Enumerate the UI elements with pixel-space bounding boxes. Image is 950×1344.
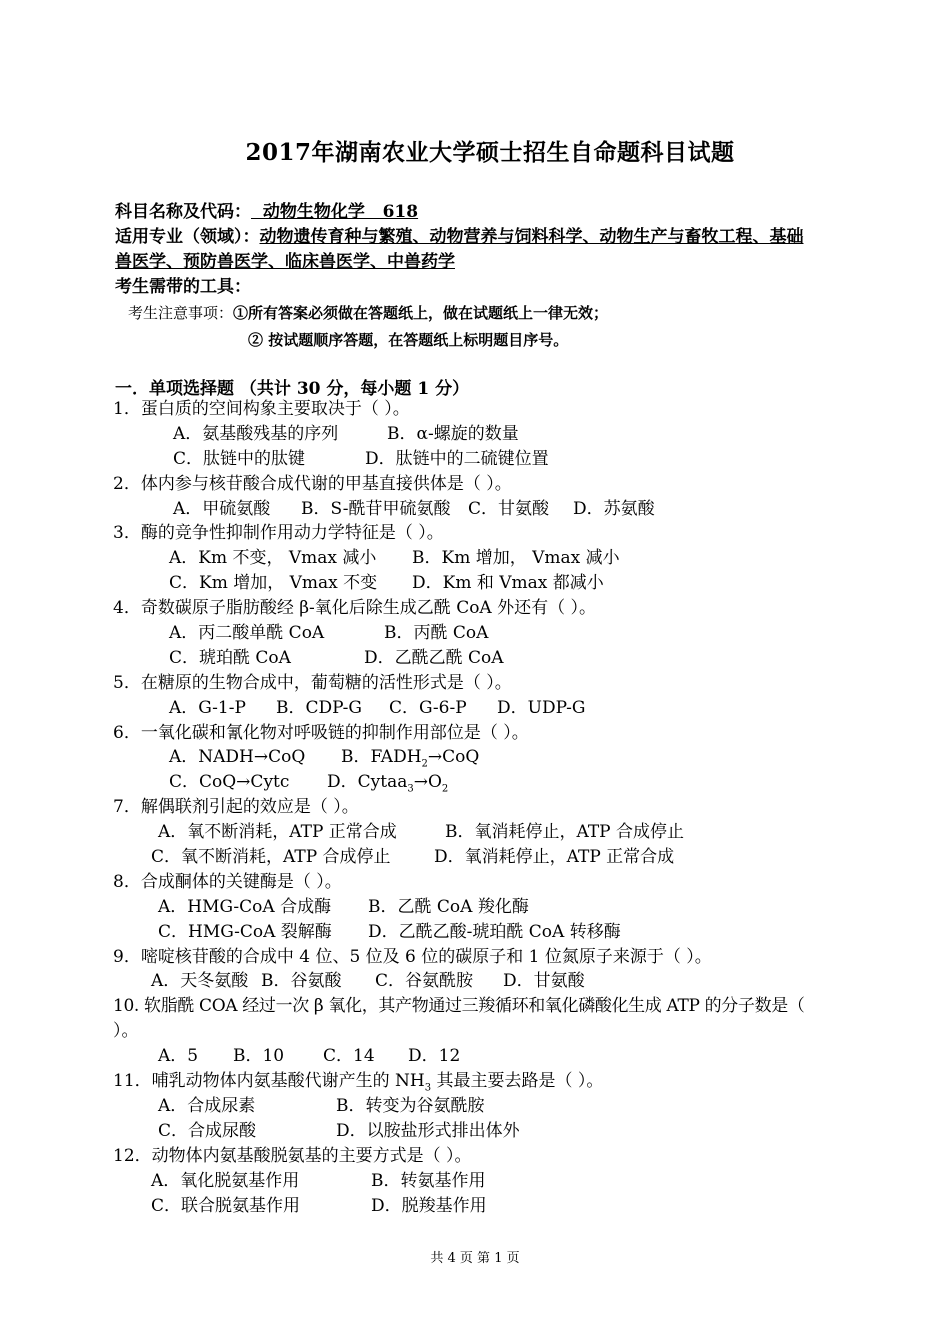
- question-list: [113, 397, 873, 1218]
- question-1: 1．蛋白质的空间构象主要取决于（ ）。: [113, 399, 410, 419]
- option-a: A．氨基酸残基的序列: [173, 423, 339, 444]
- option-b: B．CDP-G: [276, 697, 362, 718]
- option-d: D．乙酰乙酰 CoA: [364, 647, 504, 668]
- question-10: 10. 软脂酰 COA 经过一次 β 氧化，其产物通过三羧循环和氧化磷酸化生成 ATP 的分子数是（: [113, 996, 805, 1017]
- option-b-subscript: 2: [421, 758, 428, 770]
- question-5: 5．在糖原的生物合成中，葡萄糖的活性形式是（ ）。: [113, 672, 512, 693]
- option-d: D．氧消耗停止，ATP 正常合成: [434, 847, 675, 868]
- option-d-subscript: 3: [407, 783, 414, 795]
- option-d: D．甘氨酸: [503, 971, 585, 992]
- option-a: A．HMG-CoA 合成酶: [158, 896, 332, 917]
- option-d: D．肽链中的二硫键位置: [365, 448, 549, 469]
- option-c: C．谷氨酰胺: [375, 971, 474, 992]
- option-b-text: B．FADH: [341, 747, 422, 768]
- question-1-options-ab: [113, 422, 873, 447]
- option-b: B．谷氨酸: [261, 971, 342, 992]
- tools-label: 考生需带的工具：: [115, 277, 251, 297]
- option-a: A．NADH→CoQ: [169, 747, 306, 768]
- option-b: B．转变为谷氨酰胺: [336, 1095, 485, 1116]
- subject-value: 动物生物化学 618: [251, 202, 419, 222]
- question-10-options: [113, 1044, 873, 1069]
- question-9-options: [113, 969, 873, 994]
- option-b: B．α-螺旋的数量: [387, 423, 519, 444]
- question-12-options-cd: [113, 1194, 873, 1219]
- option-d: D．乙酰乙酸-琥珀酰 CoA 转移酶: [368, 921, 621, 942]
- option-b: B．转氨基作用: [371, 1170, 486, 1191]
- question-8-options-ab: [113, 895, 873, 920]
- exam-meta: [115, 200, 875, 300]
- option-d: D．Km 和 Vmax 都减小: [412, 573, 604, 594]
- option-c: C．G-6-P: [389, 697, 467, 718]
- question-8: 8．合成酮体的关键酶是（ ）。: [113, 871, 342, 892]
- question-11-text: 11．哺乳动物体内氨基酸代谢产生的 NH: [113, 1071, 425, 1092]
- question-11: [113, 1069, 873, 1094]
- option-a: A．甲硫氨酸: [173, 498, 271, 519]
- subject-row: [115, 200, 875, 225]
- exam-notice: [128, 300, 608, 354]
- question-12: 12．动物体内氨基酸脱氨基的主要方式是（ ）。: [113, 1145, 472, 1166]
- option-c: C．甘氨酸: [468, 498, 550, 519]
- option-b: B．乙酰 CoA 羧化酶: [368, 896, 529, 917]
- question-3-options-ab: [113, 546, 873, 571]
- page-title: 2017年湖南农业大学硕士招生自命题科目试题: [245, 139, 735, 166]
- option-a: A．合成尿素: [158, 1095, 256, 1116]
- option-c: C．14: [323, 1046, 375, 1067]
- question-7: 7．解偶联剂引起的效应是（ ）。: [113, 797, 359, 818]
- question-1-options-cd: [113, 447, 873, 472]
- option-a: A．5: [158, 1046, 199, 1067]
- option-b: B．10: [233, 1046, 285, 1067]
- option-a: A．氧不断消耗，ATP 正常合成: [158, 822, 397, 843]
- question-11-text-end: 其最主要去路是（ ）。: [431, 1071, 604, 1092]
- question-12-options-ab: [113, 1169, 873, 1194]
- question-5-options: [113, 696, 873, 721]
- option-a: A．G-1-P: [169, 697, 246, 718]
- option-c: C．琥珀酰 CoA: [169, 647, 291, 668]
- option-d: D．苏氨酸: [573, 498, 655, 519]
- question-6-options-cd: [113, 770, 873, 795]
- option-b: B．丙酰 CoA: [384, 623, 489, 644]
- question-9: 9．嘧啶核苷酸的合成中 4 位、5 位及 6 位的碳原子和 1 位氮原子来源于（ ）。: [113, 946, 712, 967]
- question-11-subscript: 3: [424, 1082, 432, 1094]
- option-d: D．UDP-G: [497, 697, 586, 718]
- major-row: [115, 225, 875, 250]
- question-10-continued: ）。: [113, 1021, 139, 1042]
- question-4-options-cd: [113, 646, 873, 671]
- major-value-1: 动物遗传育种与繁殖、动物营养与饲料科学、动物生产与畜牧工程、基础: [259, 227, 804, 247]
- option-a: A．天冬氨酸: [151, 971, 249, 992]
- major-label: 适用专业（领域）：: [115, 227, 260, 247]
- section-heading: 一．单项选择题 （共计 30 分，每小题 1 分）: [115, 379, 470, 399]
- option-c: C．联合脱氨基作用: [151, 1195, 301, 1216]
- option-c: C．氧不断消耗，ATP 合成停止: [151, 847, 391, 868]
- question-4: 4．奇数碳原子脂肪酸经 β-氧化后除生成乙酰 CoA 外还有（ ）。: [113, 598, 597, 619]
- question-7-options-ab: [113, 820, 873, 845]
- option-a: A．Km 不变， Vmax 减小: [169, 548, 377, 569]
- option-c: C．Km 增加， Vmax 不变: [169, 573, 378, 594]
- option-c: C．合成尿酸: [158, 1120, 257, 1141]
- question-11-options-ab: [113, 1094, 873, 1119]
- option-c: C．CoQ→Cytc: [169, 772, 290, 793]
- question-6: 6．一氧化碳和氰化物对呼吸链的抑制作用部位是（ ）。: [113, 722, 529, 743]
- notice-row-1: [128, 300, 608, 327]
- option-d-subscript-2: 2: [441, 783, 449, 795]
- question-2-options: [113, 497, 873, 522]
- question-6-options-ab: [113, 745, 873, 770]
- option-d: D．12: [408, 1046, 461, 1067]
- major-row-continued: [115, 250, 875, 275]
- major-value-2: 兽医学、预防兽医学、临床兽医学、中兽药学: [115, 252, 455, 272]
- subject-label: 科目名称及代码：: [115, 202, 251, 222]
- option-c: C．肽链中的肽键: [173, 448, 306, 469]
- page-footer: 共 4 页 第 1 页: [430, 1251, 520, 1266]
- option-b: B．Km 增加， Vmax 减小: [412, 548, 620, 569]
- option-a: A．丙二酸单酰 CoA: [169, 623, 325, 644]
- tools-row: [115, 275, 875, 300]
- question-8-options-cd: [113, 920, 873, 945]
- question-7-options-cd: [113, 845, 873, 870]
- option-b: B．氧消耗停止，ATP 合成停止: [445, 822, 685, 843]
- question-2: 2．体内参与核苷酸合成代谢的甲基直接供体是（ ）。: [113, 473, 512, 494]
- question-4-options-ab: [113, 621, 873, 646]
- notice-item-2: ② 按试题顺序答题，在答题纸上标明题目序号。: [248, 331, 569, 349]
- option-d: D．以胺盐形式排出体外: [336, 1120, 520, 1141]
- option-c: C．HMG-CoA 裂解酶: [158, 921, 332, 942]
- option-b: B．S-酰苷甲硫氨酸: [301, 498, 451, 519]
- option-d: D．脱羧基作用: [371, 1195, 487, 1216]
- question-3: 3．酶的竞争性抑制作用动力学特征是（ ）。: [113, 523, 444, 544]
- notice-label: 考生注意事项：: [128, 304, 234, 322]
- option-d-text: D．Cytaa: [327, 772, 408, 793]
- option-d-text-mid: →O: [413, 772, 442, 793]
- notice-item-1: ①所有答案必须做在答题纸上，做在试题纸上一律无效；: [233, 304, 609, 322]
- question-3-options-cd: [113, 571, 873, 596]
- option-b-text-end: →CoQ: [427, 747, 480, 768]
- option-a: A．氧化脱氨基作用: [151, 1170, 300, 1191]
- question-11-options-cd: [113, 1119, 873, 1144]
- notice-row-2: [128, 327, 608, 354]
